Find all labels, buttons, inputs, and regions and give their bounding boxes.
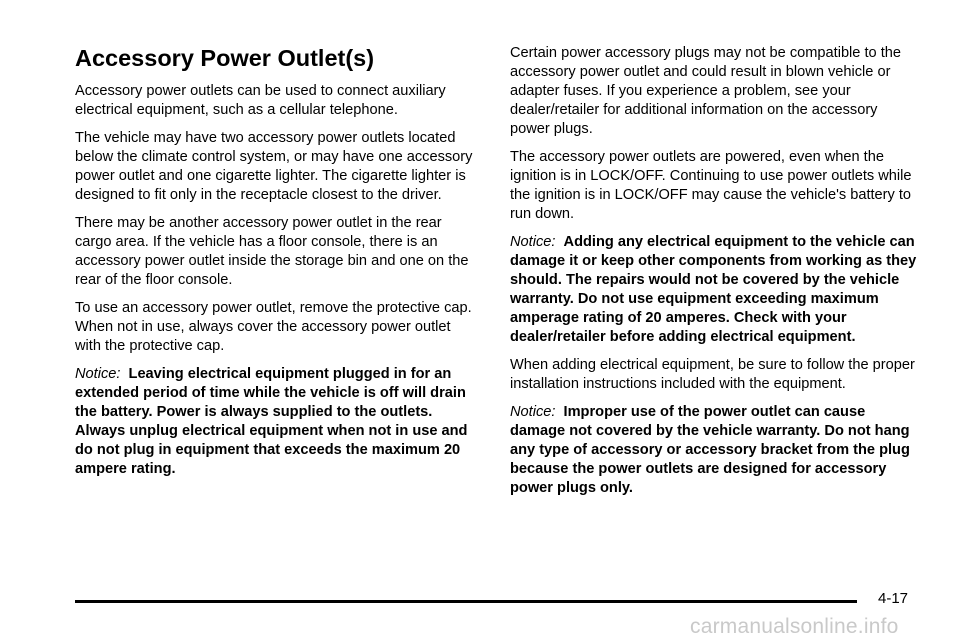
paragraph-outlet-locations: The vehicle may have two accessory power outlets located below the climate control system, or may have one accessory power outlet and one cigarette lighter. The cigarette lighter is designed to fit only in the receptacle closest to the driver.: [75, 130, 473, 203]
notice-label: Notice:: [75, 366, 121, 382]
notice-battery: [75, 365, 477, 479]
paragraph-ignition: The accessory power outlets are powered, even when the ignition is in LOCK/OFF. Continuing to use power outlets while the ignition is in LOCK/OFF may cause the vehicle's battery to run down.: [510, 149, 912, 222]
notice-text: Leaving electrical equipment plugged in for an extended period of time while the vehicle is off will drain the battery. Power is always supplied to the outlets. Always unplug electrical equipment when not in use and do not plug in equipment that exceeds the maximum 20 ampere rating.: [75, 366, 468, 477]
paragraph-usage: To use an accessory power outlet, remove the protective cap. When not in use, always cover the accessory power outlet with the protective cap.: [75, 300, 472, 354]
notice-label: Notice:: [510, 234, 556, 250]
watermark-text: carmanualsonline.info: [690, 615, 899, 638]
notice-warranty: [510, 233, 918, 347]
notice-text: Improper use of the power outlet can cause damage not covered by the vehicle warranty. Do not hang any type of accessory or accessory bracket from the plug because the power outlets are designed for accessory power plugs only.: [510, 404, 910, 496]
paragraph-compatibility: Certain power accessory plugs may not be compatible to the accessory power outlet and could result in blown vehicle or adapter fuses. If you experience a problem, see your dealer/retailer for additional information on the accessory power plugs.: [510, 45, 901, 137]
notice-text: Adding any electrical equipment to the vehicle can damage it or keep other components from working as they should. The repairs would not be covered by the vehicle warranty. Do not use equipment exceeding maximum amperage rating of 20 amperes. Check with your dealer/retailer before adding electrical equipment.: [510, 234, 917, 345]
notice-label: Notice:: [510, 404, 556, 420]
page-number: 4-17: [878, 590, 909, 607]
right-column: [510, 44, 918, 507]
paragraph-cargo-outlet: There may be another accessory power outlet in the rear cargo area. If the vehicle has a floor console, there is an accessory power outlet inside the storage bin and one on the rear of the floor console.: [75, 215, 469, 288]
left-column: [75, 44, 477, 488]
section-title: Accessory Power Outlet(s): [75, 45, 375, 71]
notice-improper-use: [510, 403, 918, 498]
footer-rule: [75, 600, 857, 603]
paragraph-installation: When adding electrical equipment, be sure to follow the proper installation instructions included with the equipment.: [510, 357, 915, 392]
paragraph-intro: Accessory power outlets can be used to connect auxiliary electrical equipment, such as a cellular telephone.: [75, 83, 446, 118]
